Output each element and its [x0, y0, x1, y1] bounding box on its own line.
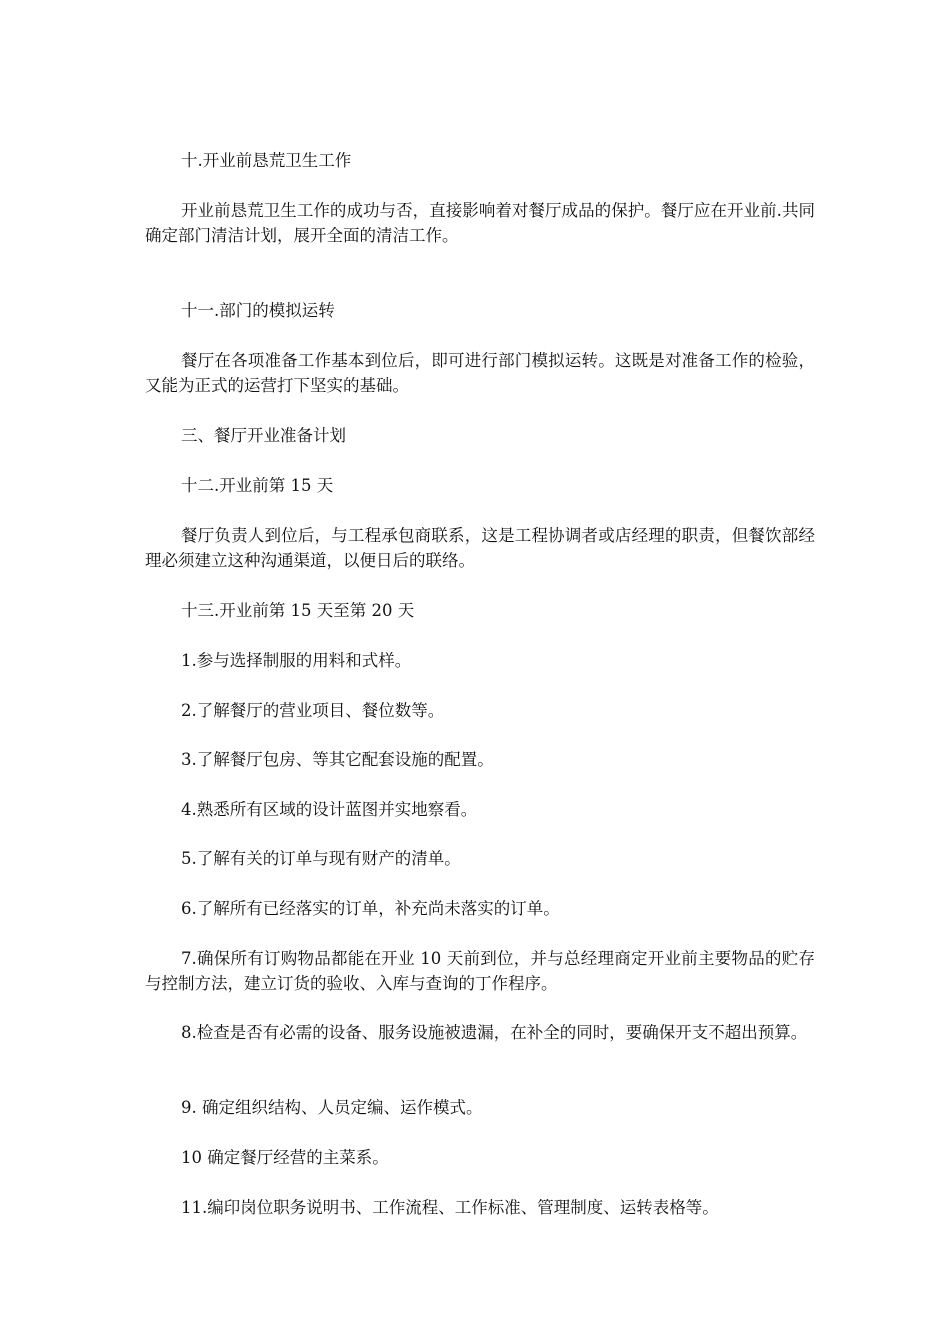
section-heading-eleven: 十一.部门的模拟运转	[181, 301, 335, 320]
section-heading-ten: 十.开业前恳荒卫生工作	[181, 151, 352, 170]
paragraph-simulation: 餐厅在各项准备工作基本到位后，即可进行部门模拟运转。这既是对准备工作的检验，又能为正式的运营打下坚实的基础。	[145, 351, 815, 395]
list-item-6: 6.了解所有已经落实的订单，补充尚未落实的订单。	[181, 899, 560, 918]
list-item-10: 10 确定餐厅经营的主菜系。	[181, 1148, 389, 1167]
paragraph-contractor: 餐厅负责人到位后，与工程承包商联系，这是工程协调者或店经理的职责，但餐饮部经理必须建立这种沟通渠道，以便日后的联络。	[145, 526, 815, 570]
section-heading-thirteen: 十三.开业前第 15 天至第 20 天	[181, 601, 415, 620]
section-heading-twelve: 十二.开业前第 15 天	[181, 476, 334, 495]
list-item-8: 8.检查是否有必需的设备、服务设施被遗漏，在补全的同时，要确保开支不超出预算。	[181, 1023, 808, 1042]
list-item-2: 2.了解餐厅的营业项目、餐位数等。	[181, 701, 445, 720]
list-item-11: 11.编印岗位职务说明书、工作流程、工作标准、管理制度、运转表格等。	[181, 1198, 719, 1217]
section-heading-plan: 三、餐厅开业准备计划	[181, 426, 346, 445]
list-item-7: 7.确保所有订购物品都能在开业 10 天前到位，并与总经理商定开业前主要物品的贮存与控制方法，建立订货的验收、入库与查询的丁作程序。	[145, 949, 815, 993]
paragraph-cleaning: 开业前恳荒卫生工作的成功与否，直接影响着对餐厅成品的保护。餐厅应在开业前.共同确定部门清洁计划，展开全面的清洁工作。	[145, 201, 815, 245]
list-item-9: 9. 确定组织结构、人员定编、运作模式。	[181, 1098, 483, 1117]
list-item-3: 3.了解餐厅包房、等其它配套设施的配置。	[181, 750, 494, 769]
list-item-1: 1.参与选择制服的用料和式样。	[181, 651, 412, 670]
list-item-4: 4.熟悉所有区域的设计蓝图并实地察看。	[181, 800, 478, 819]
list-item-5: 5.了解有关的订单与现有财产的清单。	[181, 849, 461, 868]
